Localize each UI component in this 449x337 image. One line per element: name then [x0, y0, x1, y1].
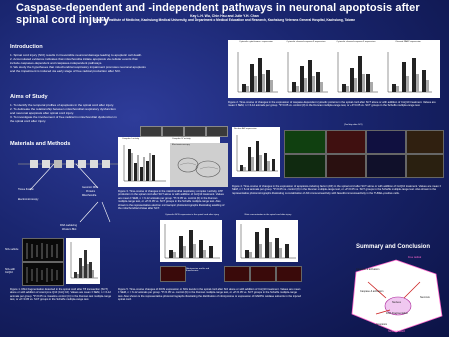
- summary-diagram: [346, 252, 446, 336]
- methods-heading: Materials and Methods: [10, 141, 71, 147]
- methods-label-fixation: Tissue fixation: [18, 188, 34, 191]
- methods-label-em: Electromicroscopy: [18, 198, 39, 201]
- methods-label-western: Western Blot: [62, 228, 77, 231]
- summary-label-neuronal-death: Neuronal death: [388, 330, 406, 333]
- summary-label-necrosis: Necrosis: [420, 296, 430, 299]
- introduction-item: 2. Accumulated evidence indicates that mitochondria initiate apoptosis via cellular events that: [10, 57, 138, 61]
- figure2-title-cytc: Cytosolic cytochrome c expression: [239, 41, 273, 43]
- introduction-heading: Introduction: [10, 44, 43, 50]
- em-title: Electromicroscopy: [172, 144, 190, 146]
- aims-item: 2. To delineate the relationship between mitochondrial respiratory dysfunction: [10, 107, 116, 111]
- figure2-panel: [228, 40, 440, 98]
- figure4-title: Nuclear AIF expression: [234, 128, 257, 130]
- fluorescence-image: [284, 154, 326, 178]
- summary-label-apoptosis: Apoptosis: [376, 323, 387, 326]
- group-label-vehicle: SCI+vehicle: [5, 248, 19, 251]
- figure5-nox-chart: [236, 214, 298, 262]
- fluorescence-image: [366, 130, 406, 154]
- methods-label-dna: Genomic DNA: [82, 186, 98, 189]
- summary-heading: Summary and Conclusion: [356, 244, 431, 250]
- summary-label-nucleus: Nucleus: [392, 301, 402, 304]
- poster-header: [0, 0, 449, 26]
- dna-ladder-gel-coq10: [22, 262, 64, 286]
- summary-label-radical: Free radical: [408, 256, 422, 259]
- methods-label-proteins: Proteins: [86, 190, 96, 193]
- methods-label-ladder: DNA Laddering: [60, 224, 77, 227]
- figure5-caption: Figure 5. Time-course changes of iNOS expression or NOx levels in the spinal cord after SCI alone or with addition of CoQ10 treatment. Values are mean ± SEM, n = 6-12 animals per group. *P<0.05 vs. control (0) in the Duncan multiple-range test, or +P<0.05 vs. SCT groups in the Scheffe multiple-range test. Also shown is the representative photomicrographs illustrating the distribution of nitrotyrosine or expression of NADPH oxidase subunits in the injured spinal cord.: [118, 288, 301, 302]
- aims-item: the spinal cord after injury.: [10, 119, 47, 123]
- fluorescence-image: [406, 154, 444, 178]
- methods-label-mito: Mitochondria: [82, 194, 97, 197]
- poster-affiliation: Graduate Institute of Medicine, Kaohsiung Medical University, and Department o Medical Education and Research, Kaohsiung Veterans General Hospital, Kaohsiung, Taiwan: [93, 18, 356, 22]
- figure5-title-nox: Nitric concentration in the spinal cord after injury: [244, 214, 292, 216]
- figure5-sublabel: Nitrotyrosine and its red fluorescence: [186, 268, 210, 272]
- em-thumbnail: [140, 126, 162, 137]
- nitrotyrosine-image: [276, 266, 302, 282]
- figure5-inos-chart: [160, 214, 222, 262]
- figure2-title-parp: Cleaved PARP expression: [395, 41, 421, 43]
- fluorescence-image: [284, 130, 326, 154]
- figure2-title-casp3: Cytosolic cleaved caspase-3 expression: [336, 41, 376, 43]
- figure2-caption: Figure 2. Time-course of changes in the expression of caspase-dependent cytosolic proteins in the spinal cord after SCT alone or with addition of CoQ10 treatment. Values are mean ± SEM, n = 6-12 animals per group. *P<0.05 vs. control (0) in the Duncan multiple-range test, or +P<0.05 vs. SCT groups in the Scheffe multiple-range test.: [228, 101, 436, 108]
- em-thumbnail: [162, 126, 184, 137]
- figure1-chart: [66, 238, 100, 284]
- introduction-item: 1. Spinal cord injury (SCI) results in irreversible neuronal damage leading to apoptotic cell death.: [10, 53, 143, 57]
- fluorescence-image: [326, 154, 366, 178]
- poster-authors: Kay L.H. Wu, Chin Hsu and Julie Y.H. Chan: [190, 14, 259, 18]
- introduction-item: and the impairment is induced via early stage of free radical production after SCI.: [10, 69, 121, 73]
- aims-item: 3. To investigate the involvement of free radical in mitochondrial dysfunction in: [10, 115, 117, 119]
- figure4-caption: Figure 4. Time-course of changes in the expression of apoptosis-inducing factor (AIF) in the spinal cord after SCT alone or with addition of CoQ10 treatment. Values are mean ± SEM, n = 6-12 animals per group. *P<0.05 vs. control (0) in the Duncan multiple-range test, or +P<0.05 vs. SCT groups in the Scheffe multiple-range test. Also shown is the representative photomicrographs illustrating co-localization of AIF-immunoreactivity with fasudil-immunoreactivity in the TUNEL-positive cells.: [232, 185, 442, 195]
- introduction-item: include caspases-dependent and caspases-independent pathways.: [10, 61, 103, 65]
- nitrotyrosine-image: [160, 266, 186, 282]
- em-micrograph: [170, 143, 228, 187]
- summary-label-casp3: Caspase-3 activation: [360, 290, 384, 293]
- em-thumbnail: [206, 126, 228, 137]
- summary-label-casp9: Caspase-9 activation: [356, 268, 380, 271]
- figure3-title-complex1: Complex I activity: [122, 138, 140, 140]
- introduction-item: 3. We study the hypotheses that mitochondrial respiratory impairment promotes neuronal apoptosis: [10, 65, 146, 69]
- figure4-chart: [232, 127, 280, 177]
- aims-item: 1. To identify the temporal profiles of apoptosis in the spinal cord after injury.: [10, 103, 114, 107]
- fluorescence-image: [326, 130, 366, 154]
- fluorescence-image: [406, 130, 444, 154]
- nitrotyrosine-image: [250, 266, 276, 282]
- poster-title: Caspase-dependent and -independent pathways in neuronal apoptosis after spinal cord injury: [16, 2, 420, 26]
- nitrotyrosine-image: [224, 266, 250, 282]
- spinal-cord-segments: [30, 160, 110, 168]
- aims-heading: Aims of Study: [10, 94, 48, 100]
- aims-item: and neuronal apoptosis after spinal cord injury.: [10, 111, 74, 115]
- summary-label-dna-frag: DNA Fragmentation: [386, 312, 408, 315]
- figure4-right-title: (2nd day after SCI): [344, 124, 363, 126]
- em-thumbnail: [184, 126, 206, 137]
- figure3-title-complex4: Complex IV activity: [172, 138, 191, 140]
- figure5-title-inos: Cytosolic iNOS expression in the spinal cord after injury: [165, 214, 219, 216]
- figure3-caption: Figure 3. Time-course of changes in the mitochondrial respiratory complex I activity, ATP production in the spinal cord after SCT alone or with addition of CoQ10 treatment. Values are mean ± SEM, n = 6-12 animals per group. *P<0.05 vs. control (0) in the Duncan multiple-range test, or +P<0.05 vs. SCT groups in the Scheffe multiple-range test. Also shown is the representative electron microscopic photomicrographs illustrating swelling of the mitochondrial cristae after SCT.: [118, 190, 225, 211]
- dna-ladder-gel-vehicle: [22, 238, 64, 262]
- fluorescence-image: [366, 154, 406, 178]
- group-label-coq10: SCI+with CoQ10: [5, 268, 16, 274]
- figure2-title-casp9: Cytosolic cleaved caspase-9 expression: [286, 41, 326, 43]
- figure1-caption: Figure 1. DNA fragmentation detected in the spinal cord after T8 transection (SCT) alone or with addition of coenzyme Q10 (CoQ 10). Values are mean ± SEM, n = 6-12 animals per group. *P<0.05 vs. baseline control (C) in the Duncan test multiple-range test, or +P<0.05 vs. SCT groups in the Scheffe multiple-range test.: [10, 288, 112, 302]
